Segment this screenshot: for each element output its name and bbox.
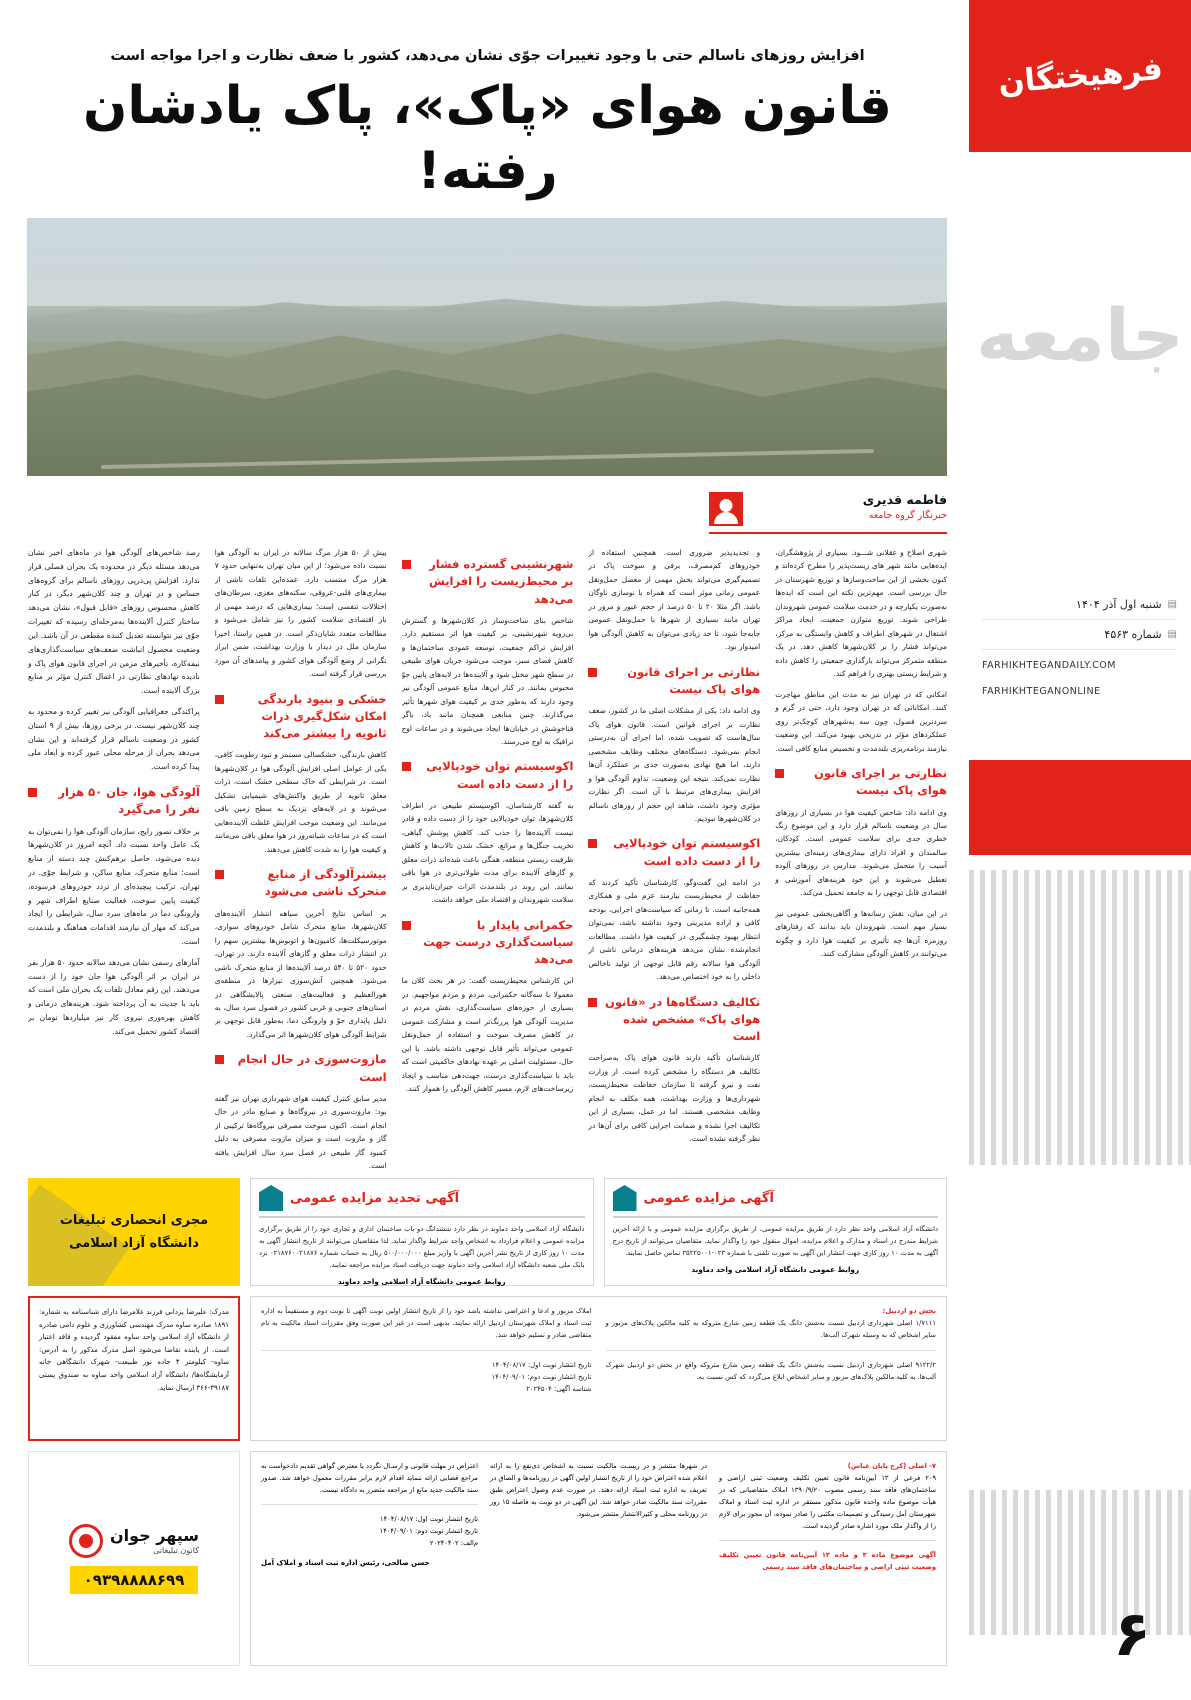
ad-segment-left: [719, 1460, 936, 1657]
website-url[interactable]: FARHIKHTEGANDAILY.COM: [982, 660, 1116, 672]
ad-body: در شهر‌ها منتشر و در ریسـت مالکیت نسبت به اشخاص ذی‌نفع را به ارائه اعلام شده اعتراض خود را از تاریخ انتشار اولین آگهی در روزنامه‌ها و الصاق در تعریف به اداره ثبت اسناد ارائه دهند. در صورت عدم وصول اعتراض طبق مقررات سند مالکیت صادر خواهد شد. این آگهی در دو نوبت به فاصله ۱۵ روز در روزنامه محلی و کثیرالانتشار منتشر می‌شود.: [490, 1462, 707, 1519]
ads-row-3: [28, 1451, 947, 1666]
ad-body: دانشگاه آزاد اسلامی واحد نظر دارد از طریق مزایده عمومی، از طریق برگزاری مزایده عمومی و با ارائه آخرین شرایط مندرج در اسناد و مدارک و اعلام مزایده، اموال منقول خود را واگذار نماید. متقاضیان می‌توانند از تاریخ درج آگهی به مدت ۱۰ روز کاری جهت انتشار این آگهی به صورت تلفنی با شماره ۰۲۳-۳۵۲۲۵۰۰۱ تماس حاصل نمایند.: [612, 1225, 938, 1257]
paragraph: و تجدیدپذیر ضروری است. همچنین استفاده از خودروهای کم‌مصرف، برقی و سوخت پاک در تصمیم‌گیری می‌تواند بخش مهمی از معضل حمل‌ونقل عمومی زمانی موثر است که همراه با نوسازی ناوگان باشد. اگر مثلا ۲۰ تا ۵۰ درصد از حجم عبور و مرور در تهران مانند بسیاری از شهرها با حمل‌ونقل عمومی جابه‌جا شود، تا حد زیادی می‌توان به کاهش آلودگی هوا امیدوار بود.: [588, 548, 761, 652]
subheading-text: حکمرانی پایدار با سیاست‌گذاری درست جهت می‌دهد: [423, 917, 574, 967]
rail-hatch-pattern-top: [969, 870, 1191, 1165]
paragraph: به گفته کارشناسان، اکوسیستم طبیعی در اطراف کلان‌شهرها، توان خودپالایی خود را از دست داده و قادر نیست آلاینده‌ها را جذب کند. کاهش پوشش گیاهی، تخریب جنگل‌ها و مراتع، خشک شدن تالاب‌ها و کاهش ظرفیت زیستی منطقه، همگی باعث شده‌اند ذرات معلق و گازهای آلاینده برای مدت طولانی‌تری در هوا باقی بمانند. این روند در بلندمدت اثرات جبران‌ناپذیری بر سلامت شهروندان و اقتصاد ملی خواهد داشت.: [401, 800, 574, 905]
bullet-icon: [215, 1055, 224, 1064]
subheading-text: تکالیف دستگاه‌ها در «قانون هوای پاک» مشخص شده است: [605, 994, 761, 1044]
azad-university-logo-icon: [613, 1185, 637, 1211]
subheading: [402, 556, 574, 608]
ad-title: آگهی مزایده عمومی: [643, 1190, 774, 1206]
sepehr-logo-icon: [69, 1524, 103, 1558]
subheading-text: بیشترآلودگی از منابع متحرک ناشی می‌شود: [264, 867, 387, 899]
issue-meta: [982, 590, 1177, 702]
subheading-text: نظارتی بر اجرای قانون هوای پاک نیست: [627, 664, 761, 696]
subheading: [215, 1051, 387, 1086]
ad-segment-middle: [490, 1460, 707, 1657]
article-kicker: افزایش روزهای ناسالم حتی با وجود تغییرات جوّی نشان می‌دهد، کشور با ضعف نظارت و اجرا مواجه است: [110, 48, 865, 64]
ad-exclusive-agency[interactable]: [28, 1178, 240, 1286]
subheading: [588, 835, 760, 870]
subheading-text: شهرنشینی گسترده فشار بر محیط‌زیست را افزایش می‌دهد: [428, 557, 574, 606]
ads-row-1: [28, 1178, 947, 1286]
ad-segment-right: [261, 1305, 592, 1432]
divider: [261, 1504, 478, 1505]
paragraph: آمارهای رسمی نشان می‌دهد سالانه حدود ۵۰ هزار نفر در ایران بر اثر آلودگی هوا جان خود را از دست می‌دهند. این رقم معادل تلفات یک بحران ملی است که باید با جدیت به آن پرداخته شود. هزینه‌های درمانی و کاهش بهره‌وری نیروی کار نیز میلیاردها تومان بر اقتصاد کشور تحمیل می‌کند.: [28, 957, 200, 1036]
ads-row-2: [28, 1296, 947, 1441]
paragraph: در این میان، نقش رسانه‌ها و آگاهی‌بخشی عمومی نیز بسیار مهم است. شهروندان باید بدانند که رفتارهای روزمره آن‌ها چه تأثیری بر کیفیت هوا دارد و چگونه می‌توانند در کاهش آلودگی مشارکت کنند.: [775, 908, 947, 959]
ad-signature: حسن صالحی، رئیس اداره ثبت اسناد و املاک آمل: [261, 1559, 430, 1568]
bullet-icon: [402, 560, 411, 569]
paragraph: وی ادامه داد: شاخص کیفیت هوا در بسیاری از روزهای سال در وضعیت ناسالم قرار دارد و این موضوع زنگ خطری جدی برای سلامت عمومی است. کودکان، سالمندان و افراد دارای بیماری‌های زمینه‌ای بیشترین آسیب را متحمل می‌شوند. مدارس در روزهای آلوده تعطیل می‌شوند و این خود هزینه‌های آموزشی و اقتصادی قابل توجهی را به جامعه تحمیل می‌کند.: [775, 807, 947, 898]
sepehr-name: سپهر جوان: [109, 1525, 200, 1545]
avatar: [709, 492, 743, 526]
paragraph: رصد شاخص‌های آلودگی هوا در ماه‌های اخیر نشان می‌دهد مسئله دیگر در محدوده یک بحران فصلی قرار ندارد. افزایش پی‌درپی روزهای ناسالم برای گروه‌های حساس و در تهران و چند کلان‌شهر دیگر، در کنار کاهش محسوس روزهای «قابل قبول»، نشان می‌دهد ساختار کنترل آلاینده‌ها به‌مرحله‌ای رسیده که تغییرات جوّی نیز نتوانسته تعدیل کننده مقطعی در آن باشد. این وضعیت محصول انباشت ضعف‌های سیاست‌گذاری‌های نیمه‌کاره، تأخیرهای مزمن در اجرای قانون هوای پاک و نادیده نهادهای نظارتی در اعمال کنترل مؤثر بر منابع بزرگ آلاینده است.: [28, 548, 200, 696]
ad-segment-left: [606, 1305, 937, 1432]
paragraph: وی ادامه داد: یکی از مشکلات اصلی ما در کشور، ضعف نظارت بر اجرای قوانین است. قانون هوای پاک سال‌هاست که تصویب شده، اما اجرای آن به‌درستی انجام نمی‌شود. دستگاه‌های مختلف وظایف مشخصی دارند، اما هیچ نهادی به‌صورت جدی بر عملکرد آن‌ها نظارت نمی‌کند. نتیجه این وضعیت، تداوم آلودگی هوا و افزایش بیماری‌های مرتبط با آن است. اگر نظارت مؤثری وجود داشت، شاهد این حجم از روزهای ناسالم در کلان‌شهرها نبودیم.: [588, 706, 761, 823]
bullet-icon: [775, 769, 784, 778]
publish-date-1: تاریخ انتشار نوبت اول: ۱۴۰۴/۰۸/۱۷: [380, 1515, 478, 1524]
bullet-icon: [28, 788, 37, 797]
page-title: قانون هوای «پاک»، پاک یادشان رفته!: [83, 76, 892, 201]
logo-text: فرهیختگان: [996, 50, 1164, 102]
bullet-icon: [215, 695, 224, 704]
issue-row: [982, 620, 1177, 650]
promo-line-1: مجری انحصاری تبلیغات: [59, 1212, 209, 1228]
divider: [719, 1540, 936, 1541]
date-label: شنبه اول آذر ۱۴۰۴: [1076, 598, 1162, 611]
paragraph: کاهش بارندگی، خشکسالی مستمر و نبود رطوبت کافی، یکی از عوامل اصلی افزایش آلودگی هوا در کلان‌شهرها است. در شرایطی که خاک سطحی خشک است، ذرات معلق ثانویه از طریق واکنش‌های شیمیایی تشکیل می‌شوند و در لایه‌های نزدیک به سطح زمین باقی می‌مانند. این وضعیت موجب افزایش غلظت آلاینده‌هایی است که در ساعات شبانه‌روز در هوا معلق باقی می‌مانند و کیفیت هوا را به شدت کاهش می‌دهند.: [214, 750, 387, 854]
bullet-icon: [215, 870, 224, 879]
hash-icon: ▤: [1167, 629, 1177, 641]
subheading: [28, 784, 200, 819]
publish-date-1: تاریخ انتشار نوبت اول: ۱۴۰۴/۰۸/۱۷: [491, 1360, 592, 1369]
bullet-icon: [402, 921, 411, 930]
subheading: [402, 758, 574, 793]
paragraph: شهری اصلاح و عقلانی شـــود. بسیاری از پژوهشگران، ایده‌هایی مانند شهر های زیست‌پذیر را مطرح کرده‌اند و کنون بخشی از این ساخت‌وساز‌ها و توزیع شهرستان در حال بررسی است. مهم‌ترین نکته این است که ایده‌ها به‌صورت یکپارچه و در خدمت سلامت عمومی شهروندان طراحی شوند. توزیع متوازن جمعیت، ایجاد مراکز اشتغال در شهرهای اطراف و کاهش وابستگی به مرکز، می‌تواند فشار را بر کلان‌شهرها کاهش دهد. در یک منطقه متمرکز می‌تواند بارگذاری جمعیتی را کاهش داده و شرایط زیستی بهتری را فراهم کند.: [775, 548, 947, 679]
subheading: [588, 664, 760, 699]
ad-body-1: ۱/۷۱۱۱ اصلی شهرداری اردبیل نسبت به‌شش دانگ یک قطعه زمین شارع متروکه به کلیه مالکین پلاک‌های مزبور و سایر اشخاص که به وسیله شهرک آلب‌ها.: [605, 1319, 936, 1340]
ad-segment-right: [261, 1460, 478, 1657]
classifieds-area: [28, 1178, 947, 1670]
ad-reference-id: م‌الف: ۲۰۲۴۰۴۰۲: [429, 1539, 478, 1548]
ad-subhead: بخش دو اردبیل:: [882, 1307, 936, 1315]
rail-accent-block: [969, 760, 1191, 855]
ad-body: دانشگاه آزاد اسلامی واحد دماوند در نظر دارد ششدانگ دو باب ساختمان اداری و تجاری خود را از طریق برگزاری مزایده عمومی و اعلام قرارداد به اشخاص واجد شرایط واگذار نماید. لذا متقاضیان می‌توانند از تاریخ انتشار آگهی به مدت ۱۰ روز کاری از تاریخ نشر آخرین آگهی با واریز مبلغ ۵۰۰/۰۰۰/۰۰۰ ریال به حساب شماره ۰۲۱۸۷۶۰۰۲۱۸۷۶ نزد بانک ملی شعبه دانشگاه آزاد اسلامی واحد دماوند جهت دریافت اسناد مزایده مراجعه نمایند.: [259, 1225, 585, 1269]
sepehr-phone[interactable]: ۰۹۳۹۸۸۸۸۶۹۹: [70, 1566, 199, 1594]
paragraph: این کارشناس محیط‌زیست گفت: در هر بحث کلان ما معمولا با سه‌گانه حکمرانی، مردم و مردم مواجهیم. در بسیاری از حوزه‌های سیاست‌گذاری، نقش مردم در مدیریت آلودگی هوا پررنگ‌تر است و مشارکت عمومی در کاهش مصرف سوخت و استفاده از حمل‌ونقل عمومی می‌تواند تأثیر قابل توجهی داشته باشد. با این حال، مسئولیت اصلی بر عهده نهادهای حاکمیتی است که باید با سیاست‌گذاری درست، جهت‌دهی مناسب و ایجاد زیرساخت‌های لازم، مسیر کاهش آلودگی را هموار کنند.: [401, 976, 574, 1094]
subheading-text: خشکی و بنیود بارندگی امکان شکل‌گیری ذرات ثانویه را بیشتر می‌کند: [257, 691, 387, 741]
azad-university-logo-icon: [259, 1185, 283, 1211]
photo-smog-haze: [27, 218, 947, 476]
ad-title: آگهی تجدید مزایده عمومی: [290, 1190, 460, 1206]
ad-sepehr-agency[interactable]: [28, 1451, 240, 1666]
byline-role: خبرنگار گروه جامعه: [868, 510, 947, 521]
bullet-icon: [402, 762, 411, 771]
byline: [709, 492, 947, 534]
subheading-text: نظارتی بر اجرای قانون هوای پاک نیست: [814, 766, 947, 798]
subheading: [402, 917, 574, 969]
rail-hatch-pattern-bottom: [969, 1490, 1191, 1635]
divider: [261, 1350, 592, 1351]
ad-body: مدرک: علیرضا یزدانی فرزند غلامرضا دارای شناسنامه به شماره: ۱۸۹۱ صادره ساوه مدرک مهندسی کشاورزی و علوم دامی صادره از دانشگاه آزاد اسلامی واحد ساوه مفقود گردیده و فاقد اعتبار است. از یابنده تقاضا می‌شود اصل مدرک مذکور را به آدرس: ساوه- کیلومتر ۴ جاده نور طبیعت- شهرک دانشگاهی خانه آزمایشگاه‌ها/ دانشگاه آزاد اسلامی واحد ساوه به صندوق پستی ۳۹۱۸۷-۳۶۶ ارسال نماید.: [39, 1308, 230, 1392]
bullet-icon: [588, 668, 597, 677]
divider: [606, 1350, 937, 1351]
page-number: ۶: [1113, 1597, 1151, 1670]
section-label-text: جامعه: [976, 293, 1184, 377]
subheading: [775, 765, 947, 800]
publish-date-2: تاریخ انتشار نوبت دوم: ۱۴۰۴/۰۹/۰۱: [379, 1527, 478, 1536]
calendar-icon: ▤: [1167, 599, 1177, 611]
subheading-text: آلودگی هوا، جان ۵۰ هزار نفر را می‌گیرد: [58, 785, 200, 817]
ad-signature: روابط عمومی دانشگاه آزاد اسلامی واحد دماوند: [337, 1276, 506, 1286]
ad-registry-notice-2[interactable]: [250, 1451, 947, 1666]
ad-body-2: ۹۱۲۲/۲ اصلی شهرداری اردبیل نسبت به‌شش دانگ یک قطعه زمین شارع متروکه واقع در بخش دو اردبیل شهرک آلب‌ها. به کلیه مالکین پلاک‌های مزبور و سایر اشخاص ابلاغ می‌گردد که کس نسبت به.: [605, 1360, 936, 1381]
masthead-rail: [969, 0, 1191, 1700]
ad-tender-renewal[interactable]: [250, 1178, 594, 1286]
social-handle[interactable]: FARHIKHTEGANONLINE: [982, 686, 1101, 698]
hero-photo: [27, 218, 947, 476]
subheading-text: اکوسیستم توان خودپالایی را از دست داده است: [426, 759, 574, 791]
paragraph: بر خلاف تصور رایج، سازمان آلودگی هوا را نمی‌توان به یک عامل واحد نسبت داد. آنچه امروز در کلان‌شهرها دیده می‌شود، حاصل برهم‌کنش چند دسته از منابع است: منابع متحرک، منابع ساکن، و شرایط جوّی. در تهران، ترکیب پیچیده‌ای از تردد خودروهای فرسوده، کیفیت پایین سوخت، فعالیت صنایع اطراف شهر و وارونگی دما در ماه‌های سرد سال، شرایطی را ایجاد می‌کند که مهار آن نیازمند اقدامات هماهنگ و بلندمدت است.: [28, 826, 200, 946]
paragraph: امکانی که در تهران نیز به مدت این مناطق مهاجرت کنند. امکاناتی که در تهران وجود دارد، حتی در گرم و سردترین فصول، چون سه به‌شهرهای کوچک‌تر روی عملکردهای مؤثر در تدریجی بهبود می‌کند. این وضعیت نیازمند برنامه‌ریزی بلندمدت و تخصیص منابع کافی است.: [775, 689, 947, 753]
paragraph: پیش از ۵۰ هزار مرگ سالانه در ایران به آلودگی هوا نسبت داده می‌شود؛ از این میان تهران به‌تنهایی حدود ۷ هزار مرگ منتسب دارد. عمده‌این تلفات ناشی از بیماری‌های قلبی-عروقی، سکته‌های مغزی، سرطان‌های اختلالات تنفسی است؛ بیماری‌هایی که درصد مهمی از بار اقتصادی سلامت کشور را نیز شامل می‌شود و مطالعات متعدد شایان‌ذکر است. در همین راستا، اخیرا سازمان ملل در دیدار با وزارت بهداشت، ضمن ابراز نگرانی از وضع آلودگی هوای کشور و پیامدهای آن مورد بررسی قرار گرفته است.: [214, 548, 387, 679]
paragraph: بر اساس نتایج آخرین سیاهه انتشار آلاینده‌های کلان‌شهرها، منابع متحرک شامل خودروهای سواری، موتورسیکلت‌ها، کامیون‌ها و اتوبوس‌ها بیشترین سهم را در انتشار ذرات معلق و گازهای آلاینده دارند. در تهران، حدود ۵۲۰ تا ۵۴۰ درصد آلاینده‌ها از منابع متحرک ناشی می‌شود. همچنین آتش‌سوزی نیزارها در منطقه‌ی هورالعظیم و فعالیت‌های صنعتی پالایشگاهی در استان‌های جنوبی و غربی کشور در فصول سرد سال، به دلیل پایداری جوّ و وارونگی دما، به‌طور قابل توجهی بر شرایط آلودگی هوای کلان‌شهرها اثر می‌گذارد.: [214, 908, 387, 1039]
divider: [613, 1216, 939, 1218]
ad-legal-title: آگهی موضوع ماده ۳ و ماده ۱۳ آیین‌نامه قانون تعیین تکلیف وضعیت ثبتی اراضی و ساختمان‌های فاقد سند رسمی: [719, 1551, 936, 1572]
paragraph: شاخص بنای ساخت‌وساز در کلان‌شهرها و گسترش بی‌رویه شهرنشینی، بر کیفیت هوا اثر مستقیم دارد. افزایش تراکم جمعیت، توسعه عمودی ساختمان‌ها و کاهش فضای سبز، موجب می‌شود جریان هوای طبیعی در سطح شهر مختل شود و آلاینده‌ها در لایه‌های پایین جوّ محبوس بمانند. در کنار این‌ها، منابع عمومی آلودگی نیز وجود دارند که به‌طور جدی بر کیفیت هوای شهرها تأثیر می‌گذارند. چنین منابعی همچنان مانند باد، باگر فناخوشش در خیابان‌ها ایجاد می‌شوند و در ساعات اوج ترافیک به اوج می‌رسند.: [401, 615, 574, 746]
issue-label: شماره ۴۵۶۳: [1104, 628, 1162, 642]
bullet-icon: [588, 998, 597, 1007]
paragraph: پراکندگی جغرافیایی آلودگی نیز تغییر کرده و محدود به چند کلان‌شهر نیست. در برخی روزها، بیش از ۹ استان کشور در وضعیت ناسالم قرار گرفته‌اند و این نشان می‌دهد بحران از مرحله محلی عبور کرده و ابعاد ملی پیدا کرده است.: [28, 706, 200, 772]
ad-body: اعتراض در مهلت قانونی و ارسـال نگردد یا معترض گواهی تقدیم دادخواست به مراجع قضایی ارائه ننماید اقدام لازم برابر مقررات معمول خواهد شد. صدور سند مالکیت جدید مانع از مراجعه متضرر به دادگاه نیست.: [261, 1462, 478, 1495]
newspaper-logo[interactable]: [969, 0, 1191, 152]
subheading: [215, 866, 387, 901]
ad-body: ۲۰۹ فرعی از ۱۳ آیین‌نامه قانون تعیین تکلیف وضعیت ثبتی اراضی و ساختمان‌های فاقد سند رسمی مصوب ۱۳۹۰/۹/۲۰ املاک متقاضیانی که در هیأت موضوع ماده واحده قانون مذکور مستقر در اداره ثبت اسناد و املاک شهرستان آمل رسیدگی و تصمیمات مکتبی را صادر نموده، آن مجوز برای لازم را از واگذار ملک مورد اشاره صادر گردیده است.: [719, 1474, 937, 1531]
paragraph: کارشناسان تأکید دارند قانون هوای پاک به‌صراحت تکالیف هر دستگاه را مشخص کرده است. از وزارت نفت و نیرو گرفته تا سازمان حفاظت محیط‌زیست، شهرداری‌ها و وزارت بهداشت، همه مکلف به انجام وظایف مشخصی هستند. اما در عمل، بسیاری از این تکالیف اجرا نشده و ضمانت اجرایی کافی برای آن‌ها در نظر گرفته نشده است.: [588, 1053, 761, 1144]
paragraph: در ادامه این گفت‌وگو، کارشناسان تأکید کردند که حفاظت از محیط‌زیست نیازمند عزم ملی و همکاری همه‌جانبه است. تا زمانی که سیاست‌های اجرایی، بودجه کافی و اراده مدیریتی وجود نداشته باشد، نمی‌توان انتظار بهبود چشمگیری در کیفیت هوا داشت. مطالعات انجام‌شده نشان می‌دهد هزینه‌های درمانی ناشی از آلودگی هوا سالانه رقم قابل توجهی از تولید ناخالص داخلی را به خود اختصاص می‌دهد.: [588, 877, 761, 982]
subheading: [588, 994, 760, 1046]
bullet-icon: [588, 839, 597, 848]
publish-date-2: تاریخ انتشار نوبت دوم: ۱۴۰۴/۰۹/۰۱: [491, 1372, 592, 1381]
ad-public-tender[interactable]: [604, 1178, 948, 1286]
paragraph: مدیر سابق کنترل کیفیت هوای شهرداری تهران نیز گفته بود: مازوت‌سوزی در نیروگاه‌ها و صنایع مادر در حال انجام است. اکنون سوخت مصرفی نیروگاه‌ها ترکیبی از گاز و مازوت است و میزان مازوت مصرفی به دلیل کمبود گاز طبیعی در فصل سرد سال افزایش یافته است.: [214, 1093, 387, 1171]
ad-lost-document[interactable]: [28, 1296, 240, 1441]
divider: [259, 1216, 585, 1218]
ad-body: املاک مزبور و ادعا و اعتراضی نداشته باشد خود را از تاریخ انتشار اولین نوبت آگهی تا نوبت دوم و مستقیماً به اداره ثبت اسناد و املاک شهرستان اردبیل ارائه نمایند. بدیهی است در غیر این صورت وفق مقررات اسناد مالکیت به نام متقاضی صادر و تسلیم خواهد شد.: [261, 1307, 592, 1340]
sepehr-subtitle: کانون تبلیغاتی: [153, 1546, 200, 1556]
section-label: [969, 175, 1191, 495]
ad-registry-notice-1[interactable]: [250, 1296, 947, 1441]
ad-reference-id: شناسه آگهی: ۲۰۲۴۵۰۴: [526, 1385, 592, 1394]
ad-subhead: ۷- اصلی (کرج پایان عباس): [847, 1462, 936, 1470]
subheading-text: اکوسیستم توان خودپالایی را از دست داده است: [613, 836, 761, 868]
date-row: [982, 590, 1177, 620]
subheading-text: مازوت‌سوزی در حال انجام است: [237, 1052, 387, 1084]
promo-line-2: دانشگاه آزاد اسلامی: [69, 1236, 199, 1251]
ad-signature: روابط عمومی دانشگاه آزاد اسلامی واحد دماوند: [691, 1264, 860, 1274]
subheading: [215, 691, 387, 743]
byline-name: فاطمه قدیری: [862, 492, 947, 507]
